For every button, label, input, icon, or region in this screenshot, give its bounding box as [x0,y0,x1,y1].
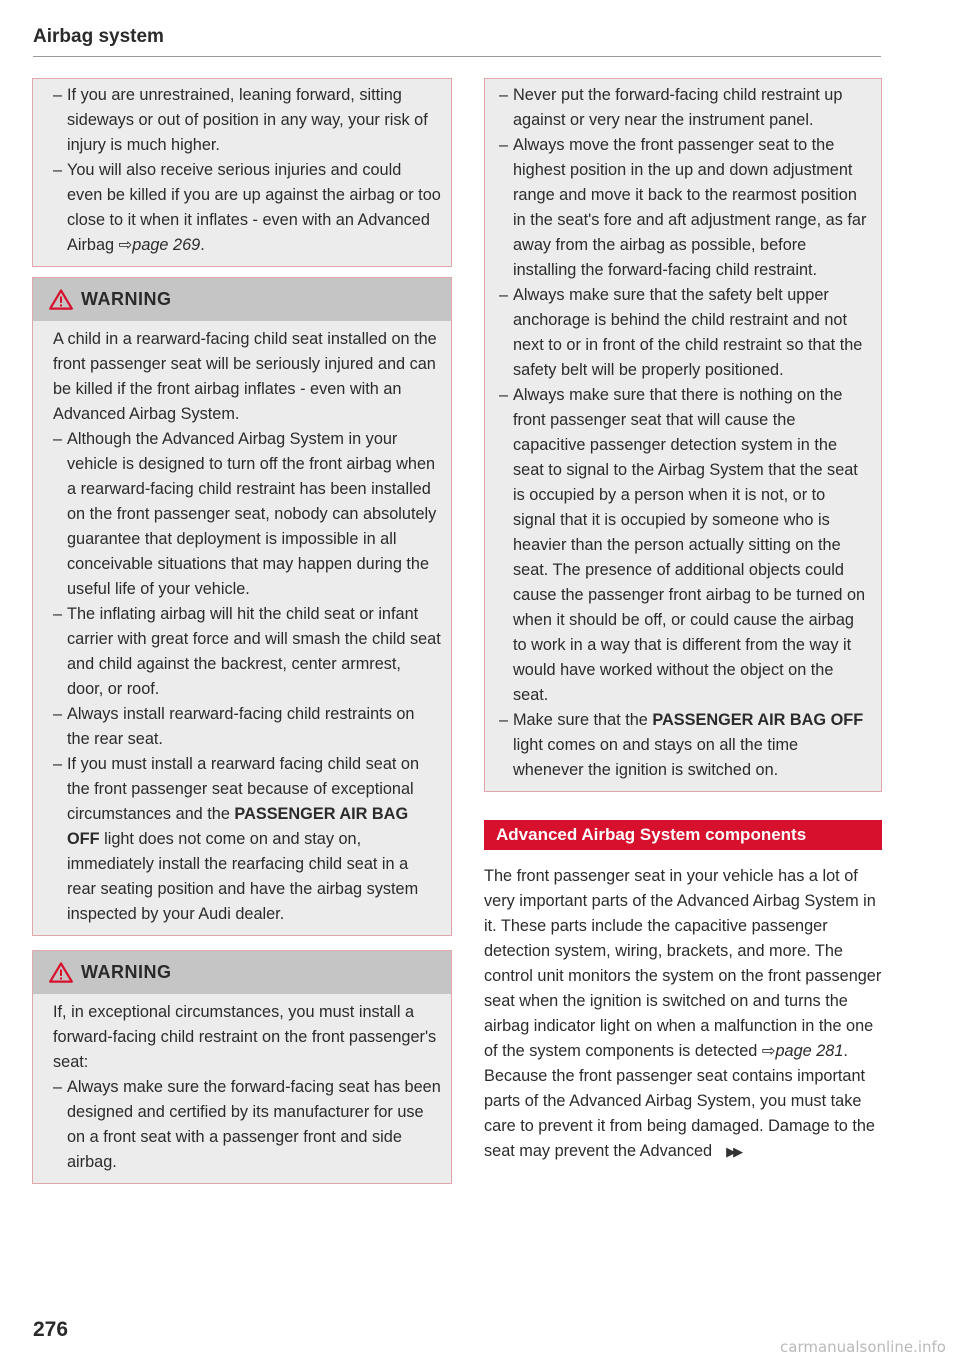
page-reference-link[interactable]: ⇨page 281 [761,1042,844,1060]
list-item: – Always install rearward-facing child restraints on the rear seat. [53,702,441,752]
list-item: – Make sure that the PASSENGER AIR BAG OFF light comes on and stays on all the time whenever the ignition is switched on. [499,708,871,783]
continued-warning-box [32,78,452,267]
list-item: – Always make sure that the safety belt upper anchorage is behind the child restraint and not next to or in front of the child restraint so that the safety belt will be properly positioned. [499,283,871,383]
warning-header [32,950,452,994]
page-reference-link[interactable]: ⇨page 269 [118,236,201,254]
indicator-label: PASSENGER AIR BAG OFF [67,805,409,848]
list-item: – Always make sure that there is nothing on the front passenger seat that will cause the capacitive passenger detection system in the seat to signal to the Airbag System that the seat is occupied by a person when it is not, or to signal that it is occupied by someone who is heavier than the person actually sitting on the seat. The presence of additional objects could cause the passenger front airbag to be turned on when it should be off, or could cause the airbag to work in a way that is different from the way it would have worked without the object on the seat. [499,383,871,708]
warning-title: WARNING [81,962,172,982]
list-item: – Never put the forward-facing child restraint up against or very near the instrument panel. [499,83,871,133]
warning-intro: A child in a rearward-facing child seat installed on the front passenger seat will be seriously injured and can be killed if the front airbag inflates - even with an Advanced Airbag System. [53,330,437,423]
section-heading-bar [484,820,882,850]
body-paragraph: The front passenger seat in your vehicle has a lot of very important parts of the Advanced Airbag System in it. These parts include the capacitive passenger detection system, wiring, brackets, and more. The control unit monitors the system on the front passenger seat when the ignition is switched on and turns the airbag indicator light on when a malfunction in the one of the system components is detected ⇨page 281. Because the front passenger seat contains important parts of the Advanced Airbag System, you must take care to prevent it from being damaged. Damage to the seat may prevent the Advanced ▶▶ [484,867,882,1160]
warning-body [32,994,452,1184]
left-column [32,78,452,1184]
page-number: 276 [33,1318,69,1341]
continue-arrow-icon: ▶▶ [726,1144,741,1159]
watermark: carmanualsonline.info [780,1338,946,1356]
right-column [484,78,882,1180]
list-item: – You will also receive serious injuries and could even be killed if you are up against the airbag or too close to it when it inflates - even with an Advanced Airbag ⇨page 269. [53,158,441,258]
list-item: – If you are unrestrained, leaning forward, sitting sideways or out of position in any way, your risk of injury is much higher. [53,83,441,158]
warning-header [32,277,452,321]
warning-intro: If, in exceptional circumstances, you must install a forward-facing child restraint on the front passenger's seat: [53,1003,437,1071]
section-title: Advanced Airbag System components [496,825,807,844]
list-item: – Although the Advanced Airbag System in your vehicle is designed to turn off the front airbag when a rearward-facing child restraint has been installed on the front passenger seat, nobody can absolutely guarantee that deployment is impossible in all conceivable situations that may happen during the useful life of your vehicle. [53,427,441,602]
warning-title: WARNING [81,289,172,309]
list-item: – If you must install a rearward facing child seat on the front passenger seat because of exceptional circumstances and the PASSENGER AIR BAG OFF light does not come on and stay on, immediately install the rearfacing child seat in a rear seating position and have the airbag system inspected by your Audi dealer. [53,752,441,927]
warning-body [32,321,452,936]
list-item: – Always move the front passenger seat to the highest position in the up and down adjustment range and move it back to the rearmost position in the seat's fore and aft adjustment range, as far away from the airbag as possible, before installing the forward-facing child restraint. [499,133,871,283]
section-header-title: Airbag system [33,26,164,47]
page-header [33,26,881,57]
warning-triangle-icon [49,962,73,983]
warning-triangle-icon [49,289,73,310]
list-item: – Always make sure the forward-facing seat has been designed and certified by its manufacturer for use on a front seat with a passenger front and side airbag. [53,1075,441,1175]
list-item: – The inflating airbag will hit the child seat or infant carrier with great force and will smash the child seat and child against the backrest, center armrest, door, or roof. [53,602,441,702]
indicator-label: PASSENGER AIR BAG OFF [652,711,864,729]
continued-warning-box [484,78,882,792]
